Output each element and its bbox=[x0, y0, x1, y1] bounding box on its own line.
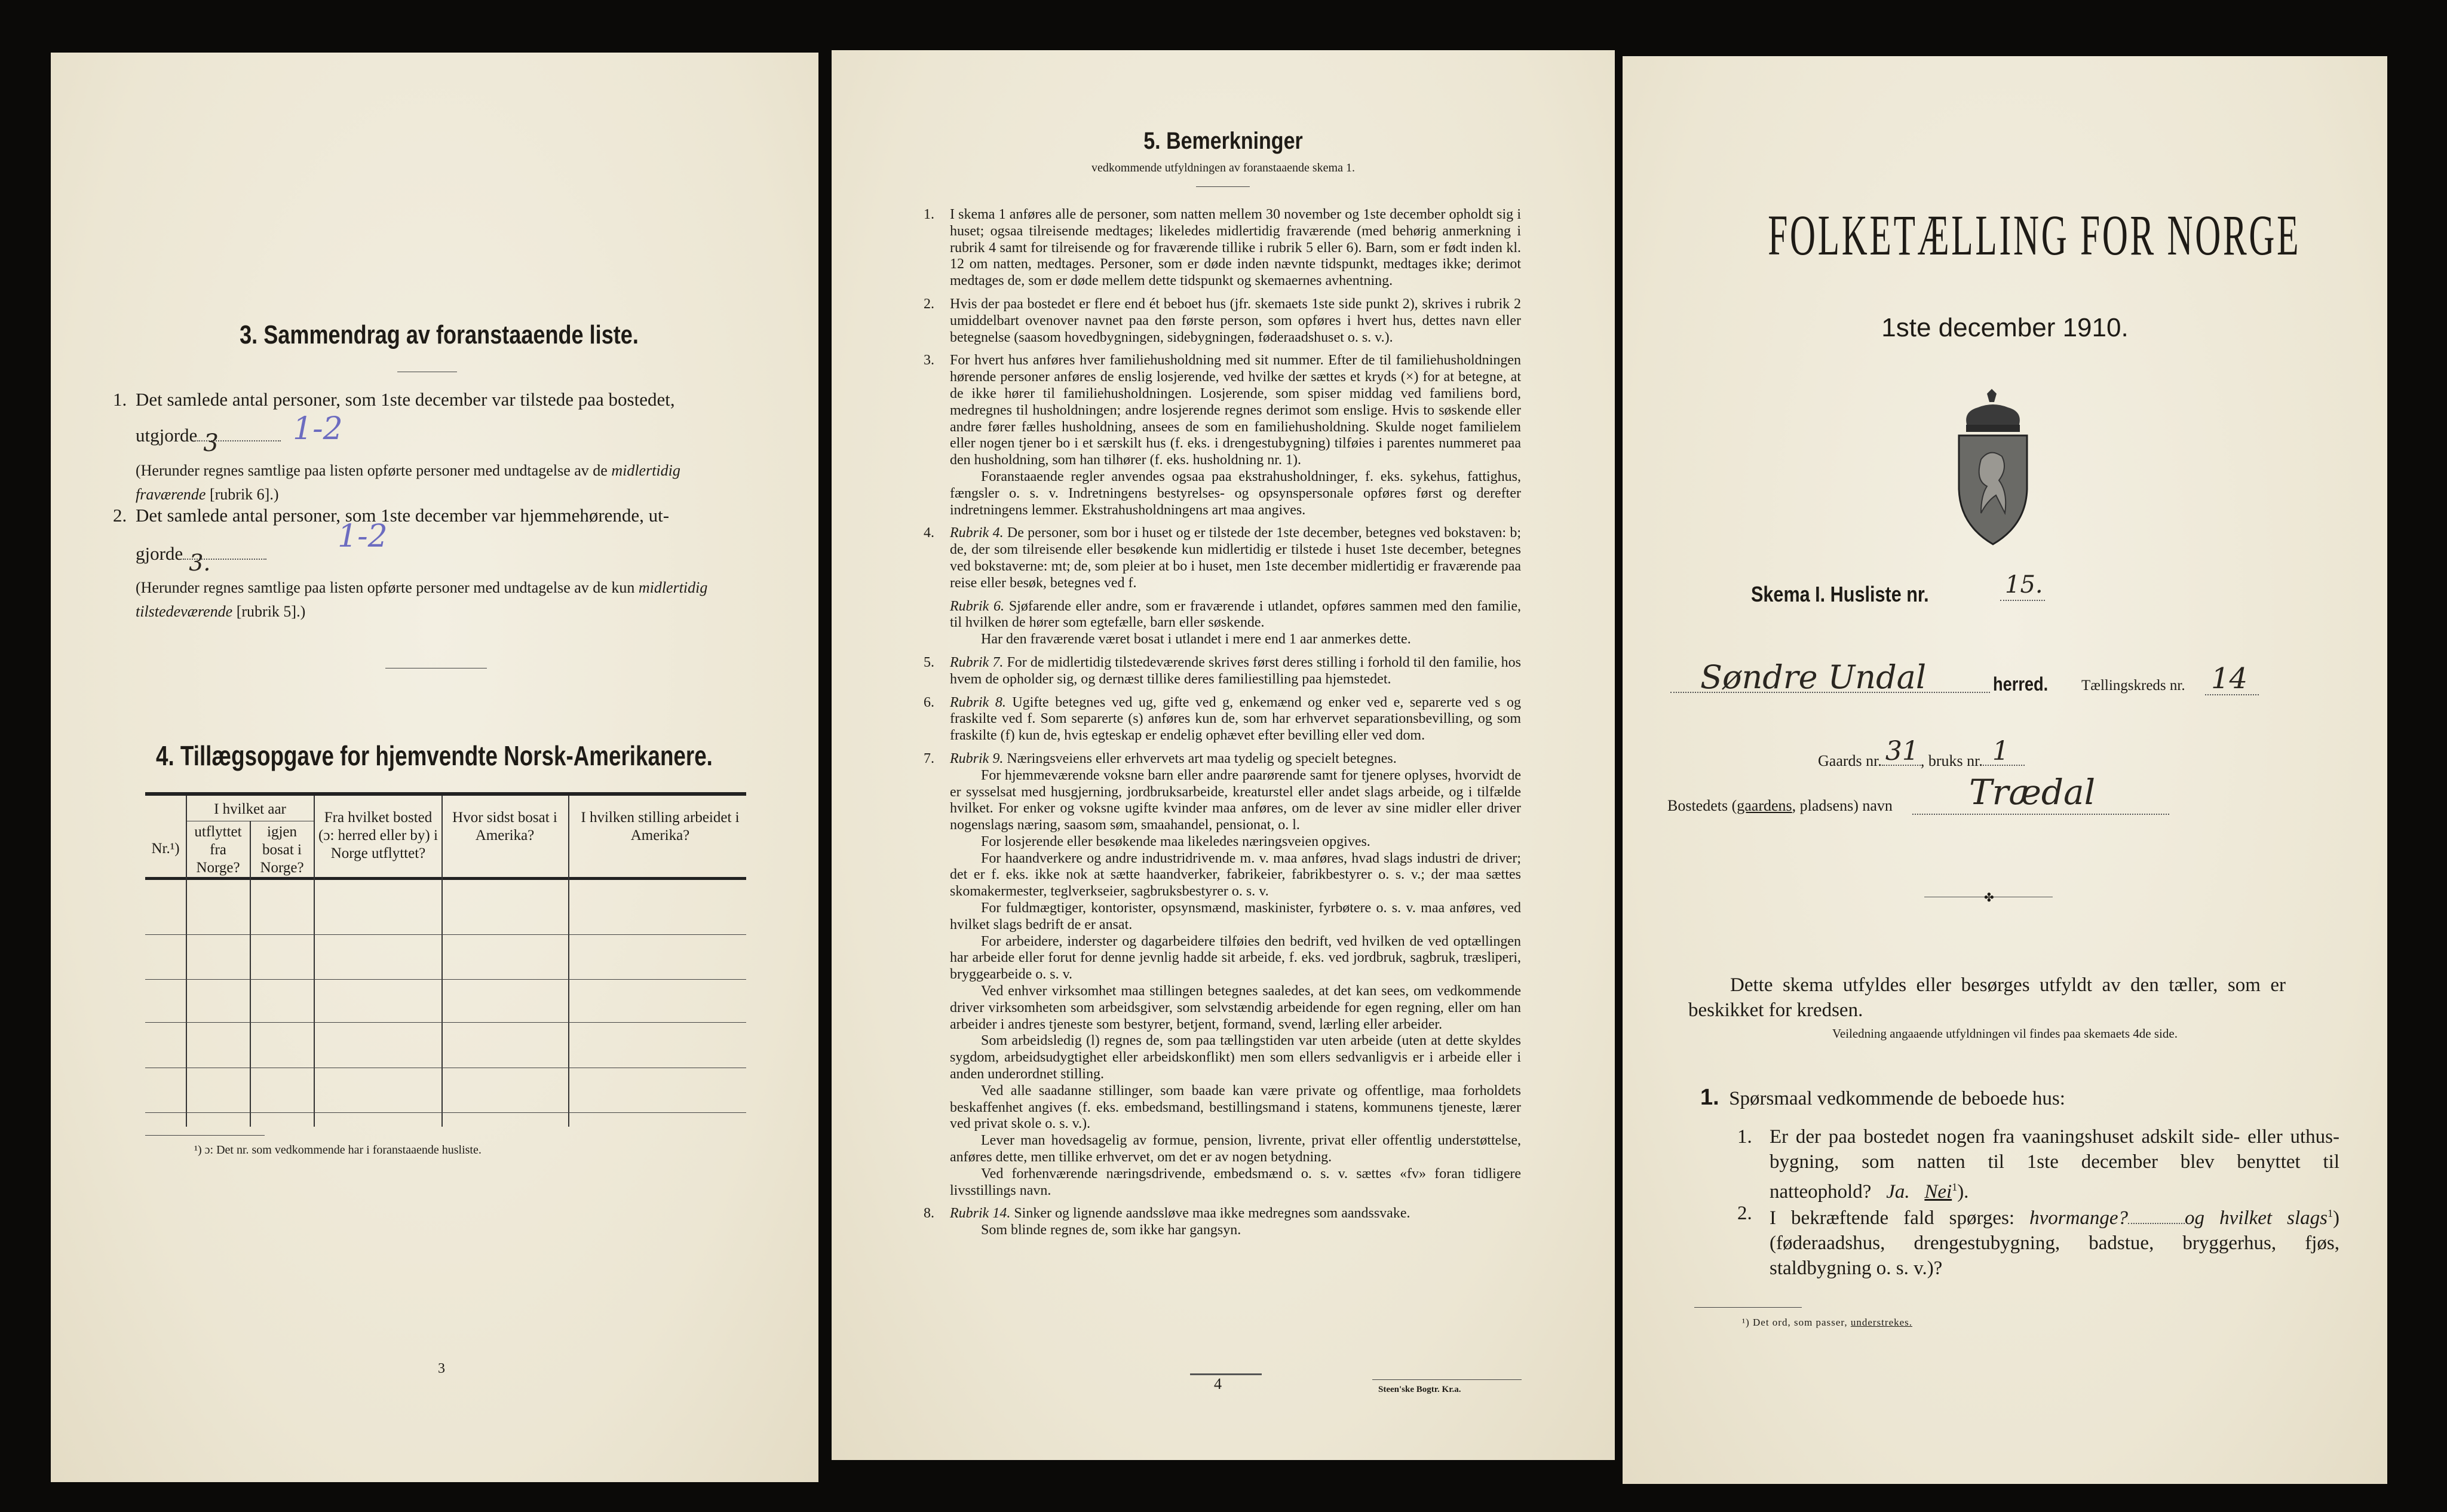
page-number: 4 bbox=[1214, 1375, 1222, 1393]
remark-item bbox=[924, 655, 1521, 688]
footnote-rule bbox=[145, 1135, 265, 1136]
remark-paragraph bbox=[950, 851, 1521, 900]
remark-number: 4. bbox=[924, 525, 934, 541]
remark-item bbox=[924, 599, 1521, 648]
remark-number: 8. bbox=[924, 1206, 934, 1222]
gaards-field[interactable] bbox=[1882, 736, 1921, 766]
husliste-field[interactable] bbox=[2000, 571, 2045, 604]
remark-paragraph bbox=[950, 525, 1521, 591]
question-number: 1. bbox=[1737, 1126, 1752, 1148]
present-count-field[interactable] bbox=[136, 423, 281, 457]
col-igjen: igjen bosat i Norge? bbox=[260, 824, 304, 876]
kreds-label: Tællingskreds nr. bbox=[2081, 677, 2185, 694]
remark-text: Som blinde regnes de, som ikke har gangsyn. bbox=[981, 1222, 1241, 1238]
column-divider bbox=[441, 796, 443, 1127]
resident-count-field[interactable] bbox=[136, 541, 266, 576]
remark-paragraph bbox=[950, 599, 1521, 632]
note-italic: midlertidig tilstedeværende bbox=[136, 579, 708, 620]
remark-text: Ugifte betegnes ved ug, gifte ved g, enkemænd og enker ved e, separerte ved s og fraskilte ved f. Som separerte (s) anføres kun de, som har erhvervet separationsbevilling, og som fraskilte (f) kun de, hvis egteskap er endelig ophævet efter bevilling eller ved dom. bbox=[950, 694, 1522, 744]
question-italic: og hvilket slags bbox=[2185, 1207, 2328, 1229]
remark-text: Har den fraværende været bosat i utlandet i mere end 1 aar anmerkes dette. bbox=[981, 631, 1411, 648]
field-label: gjorde bbox=[136, 543, 183, 564]
footnote-text: ¹) Det ord, som passer, bbox=[1742, 1317, 1851, 1328]
page-number: 3 bbox=[438, 1361, 445, 1376]
column-divider bbox=[186, 796, 187, 1127]
rubrik-label: Rubrik 8. bbox=[950, 694, 1006, 710]
remark-text: Ved enhver virksomhet maa stillingen betegnes saaledes, at det kan sees, om vedkommende driver virksomheten som arbeidsgiver, som selvstændig arbeidende for egen regning, eller om han arbeider i andres tjeneste som bestyrer, betjent, formand, svend, lærling eller arbeider. bbox=[950, 983, 1521, 1032]
bosted-field[interactable] bbox=[1912, 772, 2169, 818]
section-3-title: 3. Sammendrag av foranstaaende liste. bbox=[240, 320, 639, 349]
remark-text: For hvert hus anføres hver familiehusholdning med sit nummer. Efter de til familiehusholdningen hørende personer anføres de enslig losjerende, ved hvilke der sættes et kryds (×) for at betegne, at de ikke hører til familiehusholdningen. Losjerende, som spiser middag ved familiens bord, medregnes til husholdningen; andre losjerende regnes derimot som enslige. Hvis to søskende eller andre fører fælles husholdning, ansees de som en familiehusholdning. Skulde noget familielem eller nogen tjener bo i et særskilt hus (f. eks. i drengestubygning) tilføies i parentes nummeret paa den husholdning, som han tilhører (f. eks. husholdning nr. 1). bbox=[950, 352, 1521, 468]
question-text: I bekræftende fald spørges: bbox=[1770, 1207, 2030, 1229]
table-top-rule bbox=[145, 792, 746, 796]
remark-text: For haandverkere og andre industridrivende m. v. maa anføres, hvad slags industri de driver; det er f. eks. ikke nok at sætte haandverker, fabrikeier, fabrikbestyrer o. s. v.; der maa sættes skomakermester, teglverkseier, sagbruksbestyrer o. s. v. bbox=[950, 850, 1521, 900]
remark-paragraph bbox=[950, 834, 1521, 851]
remark-number: 3. bbox=[924, 352, 934, 369]
gaards-label: Gaards nr. bbox=[1818, 752, 1882, 769]
remark-paragraph bbox=[950, 934, 1521, 983]
summary-note-2 bbox=[136, 576, 751, 624]
remark-paragraph bbox=[950, 207, 1521, 290]
middle-page bbox=[832, 50, 1615, 1460]
question-text: Er der paa bostedet nogen fra vaaningshuset adskilt side- eller uthus-bygning, som natten til 1ste december blev benyttet til natteophold? bbox=[1770, 1126, 2339, 1203]
note-italic: midlertidig fraværende bbox=[136, 462, 680, 503]
remark-text: De personer, som bor i huset og er tilstede der 1ste december, betegnes ved bokstaven: b; de, der som tilreisende eller besøkende kun midlertidig er tilstede i huset 1ste december, betegnes ved bokstaverne: mt; de, som pleier at bo i huset, men 1ste december midlertidig er fraværende paa reise eller besøk, betegnes ved f. bbox=[950, 525, 1522, 591]
remark-paragraph bbox=[950, 352, 1521, 469]
question-number: 2. bbox=[1737, 1203, 1752, 1224]
kreds-field[interactable] bbox=[2205, 662, 2259, 698]
herred-field[interactable] bbox=[1670, 658, 1990, 696]
census-date: 1ste december 1910. bbox=[1881, 313, 2129, 342]
hvormange-field[interactable] bbox=[2128, 1223, 2185, 1224]
husliste-number: 15. bbox=[2005, 571, 2043, 599]
answer-ja[interactable]: Ja. bbox=[1886, 1181, 1910, 1203]
rubrik-label: Rubrik 14. bbox=[950, 1206, 1011, 1222]
label-text: Bostedets ( bbox=[1667, 797, 1737, 814]
rubrik-label: Rubrik 7. bbox=[950, 654, 1004, 670]
note-suffix: [rubrik 5].) bbox=[232, 603, 306, 620]
remark-text: Næringsveiens eller erhvervets art maa tydelig og specielt betegnes. bbox=[1007, 750, 1397, 766]
remark-text: Sjøfarende eller andre, som er fraværende i utlandet, opføres sammen med den familie, til hvilken de hører som egtefælle, barn eller søskende. bbox=[950, 598, 1522, 631]
remark-paragraph bbox=[950, 1222, 1521, 1239]
remarks-list bbox=[924, 207, 1521, 1246]
handwritten-count: 3 bbox=[203, 430, 219, 457]
herred-name: Søndre Undal bbox=[1700, 658, 1927, 696]
remark-item bbox=[924, 352, 1521, 519]
item-number: 1. bbox=[113, 389, 127, 410]
remark-item bbox=[924, 296, 1521, 346]
remark-item bbox=[924, 525, 1521, 591]
footnote-rule bbox=[1694, 1307, 1802, 1308]
question-section-heading bbox=[1700, 1085, 2065, 1111]
bruks-label: , bruks nr. bbox=[1920, 752, 1983, 769]
field-label: utgjorde bbox=[136, 425, 198, 446]
table-row[interactable] bbox=[145, 1022, 746, 1023]
remark-text: For losjerende eller besøkende maa likeledes næringsveien opgives. bbox=[981, 833, 1370, 849]
coat-of-arms-icon bbox=[1954, 388, 2032, 546]
remark-text: For fuldmægtiger, kontorister, opsynsmænd, maskinister, fyrbøtere o. s. v. maa anføres, ved hvilket slags bedrift de er ansat. bbox=[950, 900, 1521, 933]
ornament-rule bbox=[1190, 1373, 1262, 1375]
question-text: (føderaadshus, drengestubygning, badstue, bryggerhus, fjøs, staldbygning o. s. v.)? bbox=[1770, 1232, 2339, 1279]
footnote-underlined: understrekes. bbox=[1850, 1317, 1913, 1328]
question-italic: hvormange? bbox=[2029, 1207, 2129, 1229]
remark-paragraph bbox=[950, 1083, 1521, 1133]
note-text: (Herunder regnes samtlige paa listen opførte personer med undtagelse av de kun bbox=[136, 579, 639, 596]
col-hvor: Hvor sidst bosat i Amerika? bbox=[452, 809, 557, 844]
remark-number: 5. bbox=[924, 654, 934, 670]
bruks-number: 1 bbox=[1992, 736, 2009, 766]
bosted-name: Trædal bbox=[1969, 772, 2096, 812]
right-footnote bbox=[1742, 1317, 1912, 1329]
section-4-title: 4. Tillægsopgave for hjemvendte Norsk-Amerikanere. bbox=[156, 740, 713, 771]
remark-paragraph bbox=[950, 768, 1521, 834]
remark-item bbox=[924, 695, 1521, 744]
section-title: Spørsmaal vedkommende de beboede hus: bbox=[1729, 1088, 2065, 1109]
divider bbox=[1196, 186, 1250, 187]
col-stilling: I hvilken stilling arbeidet i Amerika? bbox=[581, 809, 740, 844]
remark-number: 6. bbox=[924, 694, 934, 710]
printer-mark: Steen'ske Bogtr. Kr.a. bbox=[1378, 1385, 1461, 1394]
rubrik-label: Rubrik 9. bbox=[950, 750, 1004, 766]
pencil-annotation: 1-2 bbox=[293, 411, 343, 447]
remark-text: Sinker og lignende aandssløve maa ikke medregnes som aandssvake. bbox=[1014, 1206, 1410, 1222]
rubrik-label: Rubrik 6. bbox=[950, 598, 1005, 614]
col-nr: Nr.¹) bbox=[151, 841, 180, 857]
remark-paragraph bbox=[950, 1166, 1521, 1200]
table-row[interactable] bbox=[145, 1112, 746, 1113]
remark-item bbox=[924, 207, 1521, 290]
table-row[interactable] bbox=[145, 979, 746, 980]
item-number: 2. bbox=[113, 505, 127, 526]
gaards-number: 31 bbox=[1885, 736, 1919, 766]
summary-item-1 bbox=[113, 387, 751, 412]
remark-number: 2. bbox=[924, 296, 934, 312]
remark-text: Hvis der paa bostedet er flere end ét beboet hus (jfr. skemaets 1ste side punkt 2), skrives i rubrik 2 umiddelbart ovenover navnet paa den første person, som opføres i hvert hus, dettes navn eller betegnelse (saasom hovedbygningen, sidebygningen, føderaadshuset o. s. v.). bbox=[950, 296, 1521, 345]
remark-text: I skema 1 anføres alle de personer, som natten mellem 30 november og 1ste december opholdt sig i huset; ogsaa tilreisende medtages; likeledes midlertidig fraværende (med behørig anmerkning i rubrik 4 samt for tilreisende og for fraværende tillike i rubrik 5 eller 6). Barn, som er født inden kl. 12 om natten, medtages. Personer, som er døde inden nævnte tidspunkt, medtages ikke; derimot medtages de, som er døde mellem dette tidspunkt og skemaernes avhentning. bbox=[950, 207, 1521, 289]
remark-paragraph bbox=[950, 469, 1521, 519]
note-text: (Herunder regnes samtlige paa listen opførte personer med undtagelse av de bbox=[136, 462, 612, 479]
herred-label: herred. bbox=[1993, 673, 2049, 695]
remarks-title: 5. Bemerkninger bbox=[1143, 128, 1303, 154]
item-text: Det samlede antal personer, som 1ste december var hjemmehørende, ut- bbox=[136, 505, 670, 526]
gaards-row bbox=[1818, 736, 2025, 770]
remark-text: Som arbeidsledig (l) regnes de, som paa tællingstiden var uten arbeide (uten at dette skyldes sygdom, arbeidsudygtighet eller arbeidskonflikt) men som ellers sedvanligvis er i arbeide eller i anden underordnet stilling. bbox=[950, 1033, 1521, 1082]
section-number: 1. bbox=[1700, 1085, 1719, 1110]
remarks-subtitle: vedkommende utfyldningen av foranstaaende skema 1. bbox=[1091, 161, 1355, 174]
remark-paragraph bbox=[950, 900, 1521, 934]
table-header-rule bbox=[145, 877, 746, 880]
left-page bbox=[51, 53, 818, 1482]
remark-paragraph bbox=[950, 1033, 1521, 1082]
column-divider bbox=[250, 821, 251, 1127]
remark-text: For arbeidere, inderster og dagarbeidere tilføies den bedrift, ved hvilken de ved optællingen har arbeide eller forut for denne jevnlig hadde sit arbeide, f. eks. ved jordbruk, sagbruk, træsliperi, bryggearbeide o. s. v. bbox=[950, 933, 1521, 983]
summary-note-1 bbox=[136, 459, 751, 507]
col-group-year: I hvilket aar bbox=[214, 801, 286, 817]
table-footnote: ¹) ɔ: Det nr. som vedkommende har i foranstaaende husliste. bbox=[194, 1143, 482, 1157]
remark-item bbox=[924, 1206, 1521, 1239]
remark-text: For de midlertidig tilstedeværende skrives først deres stilling i forhold til den familie, hos hvem de opholder sig, og dernæst tillike deres familiestilling paa hjemstedet. bbox=[950, 654, 1521, 687]
bruks-field[interactable] bbox=[1983, 736, 2025, 766]
kreds-number: 14 bbox=[2211, 662, 2248, 695]
remark-paragraph bbox=[950, 296, 1521, 346]
label-text: , pladsens) navn bbox=[1792, 797, 1893, 814]
remark-number: 7. bbox=[924, 750, 934, 766]
remark-text: Lever man hovedsagelig av formue, pension, livrente, privat eller offentlig understøttelse, anføres dette, men tillike erhvervet, om det er av nogen betydning. bbox=[950, 1133, 1521, 1166]
col-fra: Fra hvilket bosted (ɔ: herred eller by) i Norge utflyttet? bbox=[318, 809, 438, 861]
question-2: 2. I bekræftende fald spørges: hvormange? og hvilket slags$^1$) (føderaadshus, drengestubygning, badstue, bryggerhus, fjøs, staldbygning o. s. v.)? bbox=[1737, 1201, 2339, 1281]
remark-text: For hjemmeværende voksne barn eller andre paarørende samt for tjenere oplyses, hvorvidt de er sysselsat med husgjerning, jordbruksarbeide, kreaturstel eller andet slags arbeide, og i tilfælde hvilket. For enker og voksne ugifte kvinder maa anføres, om de lever av sine midler eller driver nogenslags næring, saasom søm, smaahandel, pensionat, o. l. bbox=[950, 767, 1521, 833]
printer-rule bbox=[1372, 1379, 1522, 1380]
answer-nei-selected[interactable]: Nei bbox=[1924, 1181, 1952, 1203]
remark-item bbox=[924, 751, 1521, 1200]
remark-text: Ved alle saadanne stillinger, som baade kan være private og offentlige, maa forholdets beskaffenhet angives (f. eks. embedsmand, bestillingsmand i statens, kommunens tjeneste, lærer ved privat skole o. s. v.). bbox=[950, 1082, 1521, 1132]
column-divider bbox=[314, 796, 315, 1127]
guidance-text: Veiledning angaaende utfyldningen vil findes paa skemaets 4de side. bbox=[1832, 1026, 2178, 1041]
col-utflyttet: utflyttet fra Norge? bbox=[194, 824, 242, 876]
right-page bbox=[1623, 56, 2387, 1484]
remark-text: Foranstaaende regler anvendes ogsaa paa ekstrahusholdninger, f. eks. sykehus, fattighus, fængsler o. s. v. Indretningens bestyrelses- og opsynspersonale opføres først og derefter indretningens lemmer. Ekstrahusholdningens art maa angives. bbox=[950, 468, 1521, 518]
skema-label: Skema I. Husliste nr. bbox=[1751, 582, 1929, 606]
remark-paragraph bbox=[950, 1206, 1521, 1222]
form-title: FOLKETÆLLING FOR NORGE bbox=[1768, 203, 2301, 267]
intro-text: Dette skema utfyldes eller besørges utfyldt av den tæller, som er beskikket for kredsen. bbox=[1688, 974, 2286, 1021]
remark-paragraph bbox=[950, 695, 1521, 744]
remark-paragraph bbox=[950, 751, 1521, 768]
column-divider bbox=[568, 796, 569, 1127]
table-row[interactable] bbox=[145, 934, 746, 935]
remark-paragraph bbox=[950, 631, 1521, 648]
handwritten-count: 3. bbox=[189, 550, 211, 576]
pencil-annotation: 1-2 bbox=[338, 519, 388, 554]
note-suffix: [rubrik 6].) bbox=[206, 486, 279, 503]
rubrik-label: Rubrik 4. bbox=[950, 525, 1004, 541]
remark-paragraph bbox=[950, 1133, 1521, 1166]
remark-number: 1. bbox=[924, 207, 934, 222]
underlined-word: gaardens bbox=[1737, 797, 1792, 814]
item-text: Det samlede antal personer, som 1ste december var tilstede paa bostedet, bbox=[136, 389, 675, 410]
ornament-icon: ✤ bbox=[1984, 891, 1994, 904]
bosted-label bbox=[1667, 797, 1893, 815]
remark-paragraph bbox=[950, 655, 1521, 688]
remark-text: Ved forhenværende næringsdrivende, embedsmænd o. s. v. sættes «fv» foran tidligere livsstillings navn. bbox=[950, 1166, 1521, 1198]
question-1: 1. Er der paa bostedet nogen fra vaaningshuset adskilt side- eller uthus-bygning, som natten til 1ste december blev benyttet til natteophold? Ja. Nei$^1$). bbox=[1737, 1124, 2339, 1204]
summary-item-2 bbox=[113, 503, 751, 528]
remark-paragraph bbox=[950, 983, 1521, 1033]
